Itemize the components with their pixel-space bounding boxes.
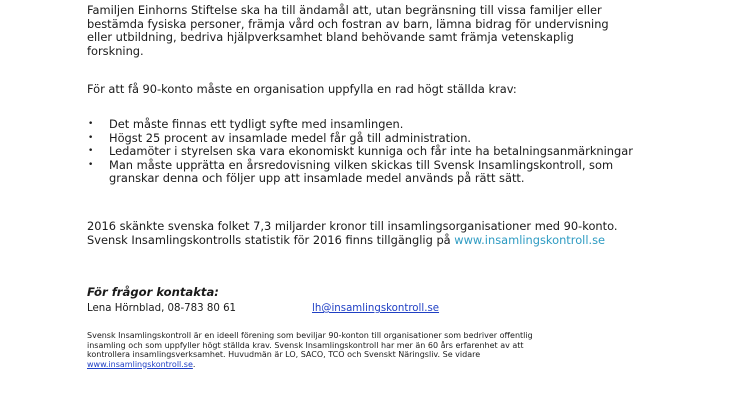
bullet-text: granskar denna och följer upp att insamlade medel används på rätt sätt. — [109, 171, 525, 186]
list-item — [87, 159, 727, 186]
requirements-intro: För att få 90-konto måste en organisation uppfylla en rad högt ställda krav: — [87, 82, 517, 96]
bullet-text: Det måste finnas ett tydligt syfte med insamlingen. — [109, 117, 404, 131]
list-item — [87, 118, 727, 132]
footer-line: kontrollera insamlingsverksamhet. Huvudmän är LO, SACO, TCO och Svenskt Näringsliv. Se vidare — [87, 350, 481, 360]
list-item — [87, 145, 727, 159]
footer-link-suffix: . — [192, 359, 196, 369]
stats-link[interactable]: www.insamlingskontroll.se — [454, 232, 606, 247]
contact-line — [87, 303, 727, 317]
intro-line: forskning. — [87, 43, 144, 58]
stats-line: 2016 skänkte svenska folket 7,3 miljarder kronor till insamlingsorganisationer med 90-konto. — [87, 219, 618, 233]
bullet-icon: • — [88, 132, 94, 143]
list-item — [87, 132, 727, 146]
contact-heading: För frågor kontakta: — [87, 285, 219, 299]
footer-link[interactable]: www.insamlingskontroll.se — [87, 359, 193, 369]
contact-name-phone: Lena Hörnblad, 08-783 80 61 — [87, 303, 237, 314]
stats-text: Svensk Insamlingskontrolls statistik för 2016 finns tillgänglig på — [87, 232, 455, 247]
bullet-text: Högst 25 procent av insamlade medel får gå till administration. — [109, 130, 472, 145]
footer-line: Svensk Insamlingskontroll är en ideell förening som beviljar 90-konton till organisationer som bedriver offentlig — [87, 331, 533, 340]
intro-line: bestämda fysiska personer, främja vård och fostran av barn, lämna bidrag för undervisning — [87, 16, 609, 31]
footer-line — [87, 360, 687, 370]
stats-line — [87, 234, 737, 248]
bullet-text: Ledamöter i styrelsen ska vara ekonomiskt kunniga och får inte ha betalningsanmärkningar — [109, 144, 633, 159]
bullet-text: Man måste upprätta en årsredovisning vilken skickas till Svensk Insamlingskontroll, som — [109, 157, 614, 172]
bullet-icon: • — [88, 119, 94, 129]
bullet-icon: • — [88, 146, 94, 157]
intro-paragraph — [87, 4, 727, 58]
bullet-icon: • — [88, 159, 94, 170]
intro-line: Familjen Einhorns Stiftelse ska ha till ändamål att, utan begränsning till vissa familjer eller — [87, 3, 602, 17]
intro-line: eller utbildning, bedriva hjälpverksamhet bland behövande samt främja vetenskaplig — [87, 30, 574, 45]
stats-paragraph — [87, 220, 737, 247]
requirements-list — [87, 118, 727, 186]
contact-email-link[interactable]: lh@insamlingskontroll.se — [312, 303, 440, 314]
footer-line: insamling och som uppfyller högt ställda krav. Svensk Insamlingskontroll har mer än 60 års erfarenhet av att — [87, 340, 524, 350]
footer-paragraph — [87, 331, 687, 369]
